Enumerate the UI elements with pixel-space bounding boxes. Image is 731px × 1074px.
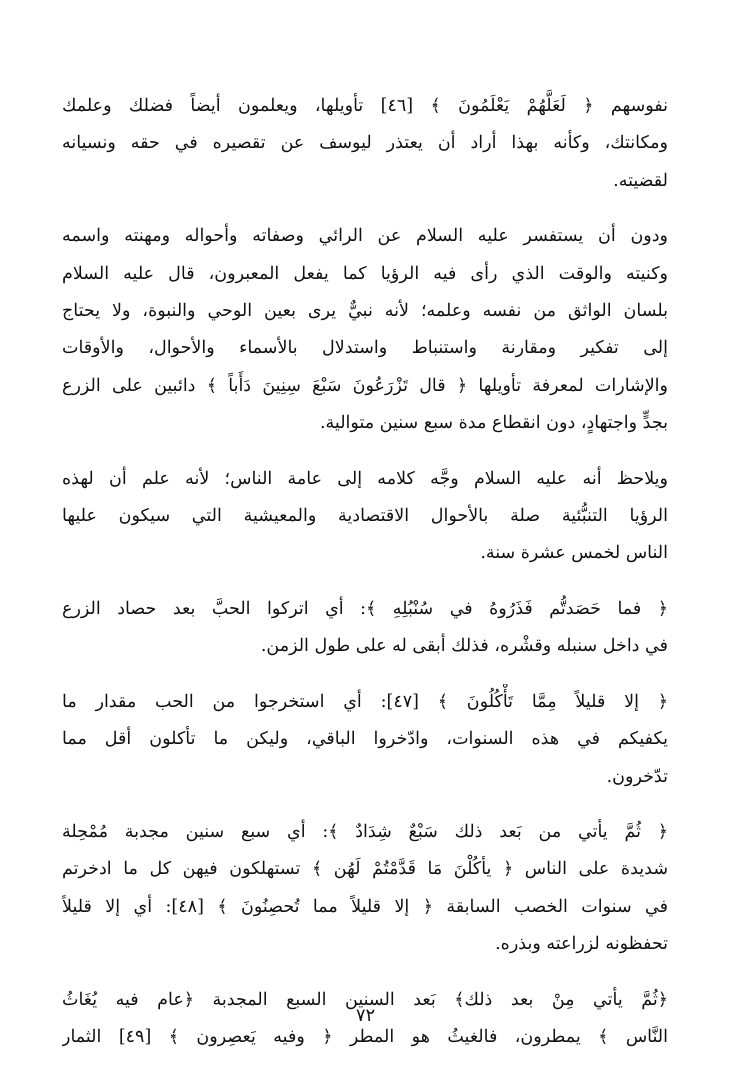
paragraph-1 bbox=[62, 88, 668, 200]
paragraph-3 bbox=[62, 461, 668, 573]
text-line: إلى تفكير ومقارنة واستنباط واستدلال بالأسماء والأحوال، والأوقات bbox=[62, 338, 668, 359]
text-line: والإشارات لمعرفة تأويلها ﴿ قال تَزْرَعُونَ سَبْعَ سِنِينَ دَأَباً ﴾ دائبين على الزرع bbox=[62, 375, 668, 396]
text-line: نفوسهم ﴿ لَعَلَّهُمْ يَعْلَمُونَ ﴾ [٤٦] تأويلها، ويعلمون أيضاً فضلك وعلمك bbox=[62, 96, 668, 116]
text-line: في سنوات الخصب السابقة ﴿ إلا قليلاً مما تُحصِنُونَ ﴾ [٤٨]: أي إلا قليلاً bbox=[62, 896, 668, 917]
text-line: الرؤيا التنبُّئية صلة بالأحوال الاقتصادية والمعيشية التي سيكون عليها bbox=[62, 506, 668, 527]
text-line: في داخل سنبله وقشْره، فذلك أبقى له على طول الزمن. bbox=[260, 636, 668, 657]
paragraph-6 bbox=[62, 814, 668, 964]
paragraph-5 bbox=[62, 684, 668, 796]
text-line: الناس لخمس عشرة سنة. bbox=[480, 543, 668, 564]
text-line: النَّاس ﴾ يمطرون، فالغيثُ هو المطر ﴿ وفيه يَعصِرون ﴾ [٤٩] الثمار bbox=[62, 1026, 668, 1047]
text-line: تحفظونه لزراعته وبذره. bbox=[495, 934, 668, 955]
text-line: تدّخرون. bbox=[606, 766, 668, 787]
text-line: ودون أن يستفسر عليه السلام عن الرائي وصفاته وأحواله ومهنته واسمه bbox=[62, 226, 668, 247]
text-line: شديدة على الناس ﴿ يأكُلْنَ مَا قَدَّمْتُمْ لَهُن ﴾ تستهلكون فيهن كل ما ادخرتم bbox=[62, 859, 668, 880]
text-line: لقضيته. bbox=[613, 170, 668, 191]
page-body bbox=[62, 88, 668, 1074]
text-line: ﴿ ثُمَّ يأتي من بَعد ذلك سَبْعٌ شِدَادٌ ﴾: أي سبع سنين مجدبة مُمْحِلة bbox=[62, 821, 668, 842]
text-line: ﴿ فما حَصَدتُّم فَذَرُوهُ في سُنْبُلِهِ ﴾: أي اتركوا الحبَّ بعد حصاد الزرع bbox=[62, 598, 668, 619]
text-line: ويلاحظ أنه عليه السلام وجَّه كلامه إلى عامة الناس؛ لأنه علم أن لهذه bbox=[62, 468, 668, 489]
text-line: بلسان الواثق من نفسه وعلمه؛ لأنه نبيٌّ يرى بعين الوحي والنبوة، ولا يحتاج bbox=[62, 301, 668, 322]
page-number: ٧٢ bbox=[355, 1005, 376, 1026]
paragraph-4 bbox=[62, 591, 668, 666]
text-line: يكفيكم في هذه السنوات، وادّخروا الباقي، وليكن ما تأكلون أقل مما bbox=[62, 729, 668, 750]
text-line: وكنيته والوقت الذي رأى فيه الرؤيا كما يفعل المعبرون، قال عليه السلام bbox=[62, 263, 668, 284]
text-line: ومكانتك، وكأنه بهذا أراد أن يعتذر ليوسف عن تقصيره في حقه ونسيانه bbox=[62, 133, 668, 154]
text-line: ﴿ إلا قليلاً مِمَّا تَأْكُلُونَ ﴾ [٤٧]: أي استخرجوا من الحب مقدار ما bbox=[62, 691, 668, 712]
paragraph-2 bbox=[62, 218, 668, 442]
text-line: ﴿ثُمَّ يأتي مِنْ بعد ذلك﴾ بَعد السنين السبع المجدبة ﴿عام فيه يُغَاثُ bbox=[62, 989, 668, 1010]
text-line: بجدٍّ واجتهادٍ، دون انقطاع مدة سبع سنين متوالية. bbox=[319, 413, 668, 434]
